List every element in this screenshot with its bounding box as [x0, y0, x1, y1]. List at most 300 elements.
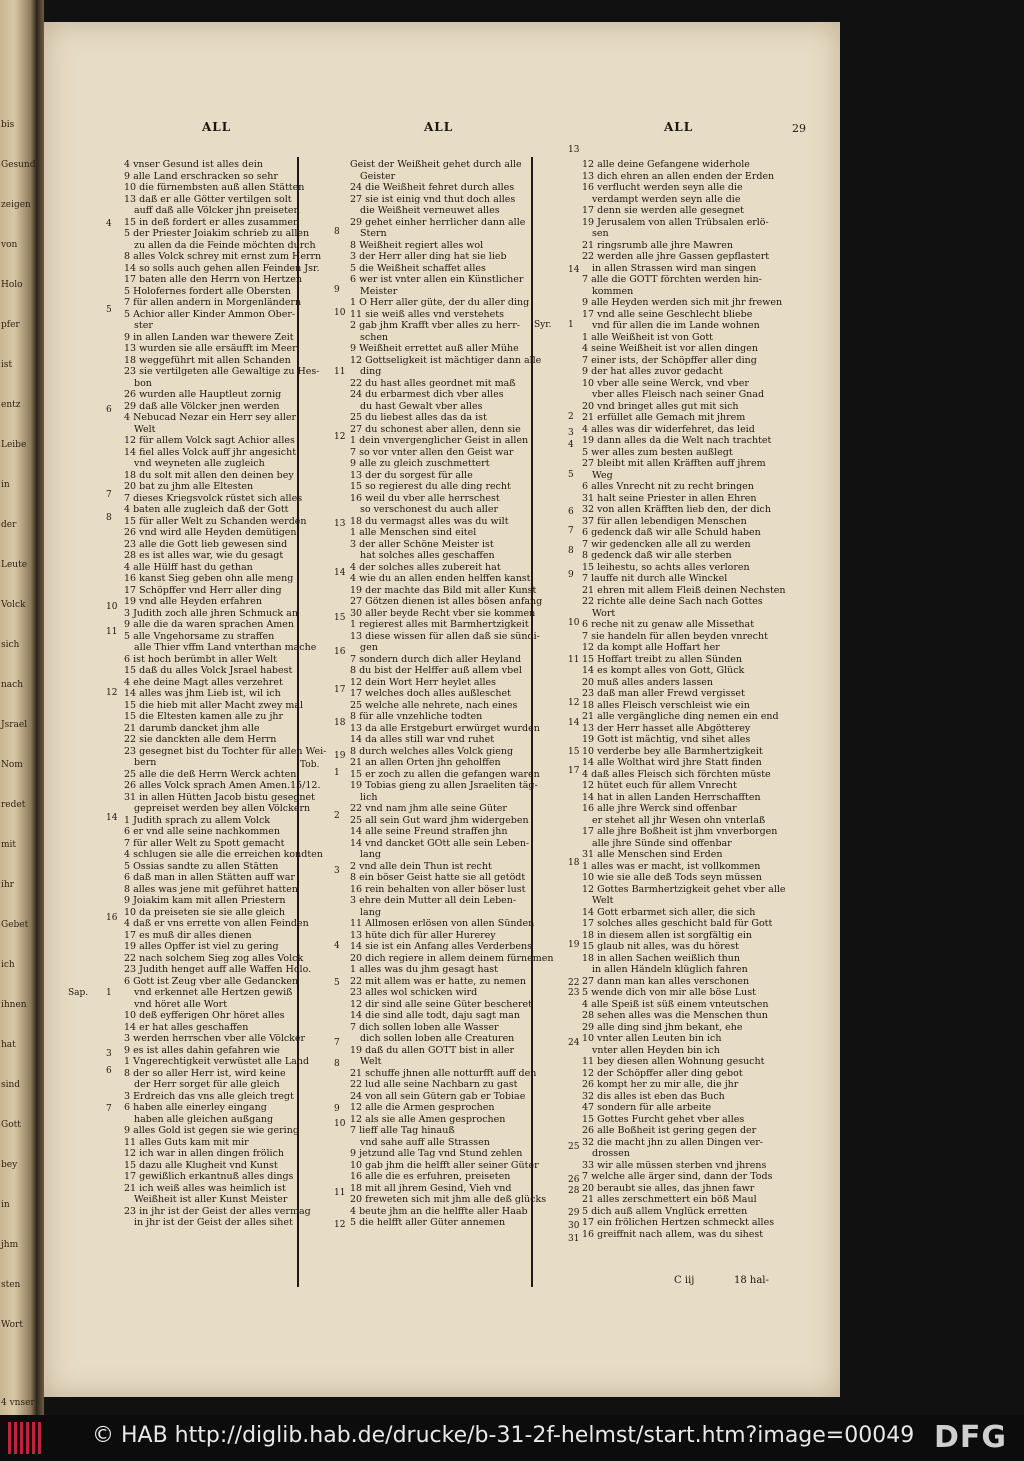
text-line: 9 Weißheit errettet auß aller Mühe — [350, 343, 519, 354]
text-line: 21 ich weiß alles was heimlich ist — [124, 1182, 286, 1194]
text-line: 23 daß man aller Frewd vergisset — [582, 688, 745, 699]
text-line: 8 gedenck daß wir alle sterben — [582, 550, 732, 561]
text-line: 22 werden alle jhre Gassen gepflastert — [582, 251, 770, 262]
text-line: 20 bat zu jhm alle Eltesten — [124, 481, 254, 492]
text-line: 1 dein vnvergenglicher Geist in allen — [350, 435, 529, 446]
text-line: 12 als sie alle Amen gesprochen — [350, 1113, 506, 1125]
text-line: 5 Ossias sandte zu allen Stätten — [124, 860, 279, 872]
left-page-fragment: ich — [1, 960, 15, 970]
catchword: 18 hal- — [734, 1275, 769, 1286]
running-head-left: ALL — [202, 120, 232, 134]
text-line: 17 es muß dir alles dienen — [124, 929, 252, 941]
text-line: Welt — [134, 423, 156, 435]
text-line: 8 Weißheit regiert alles wol — [350, 239, 484, 251]
text-line: 20 vnd bringet alles gut mit sich — [582, 400, 739, 412]
text-line: 22 lud alle seine Nachbarn zu gast — [350, 1079, 518, 1090]
margin-number: 28 — [568, 1186, 580, 1196]
left-page-fragment: Jsrael — [1, 720, 28, 730]
margin-number: 17 — [568, 766, 580, 776]
text-line: 16 kanst Sieg geben ohn alle meng — [124, 573, 294, 584]
text-line: 16 verflucht werden seyn alle die — [582, 182, 743, 193]
text-line: 25 all sein Gut ward jhm widergeben — [350, 814, 529, 826]
text-line: 12 da kompt alle Hoffart her — [582, 642, 720, 653]
copyright-link[interactable]: © HAB http://diglib.hab.de/drucke/b-31-2f-helmst/start.htm?image=00049 — [92, 1423, 915, 1448]
text-line: 7 für allen andern in Morgenländern — [124, 297, 302, 308]
text-line: 2 vnd alle dein Thun ist recht — [350, 860, 492, 872]
text-line: 10 vber alle seine Werck, vnd vber — [582, 377, 749, 389]
text-line: 17 ein frölichen Hertzen schmeckt alles — [582, 1217, 775, 1228]
left-page-fragment: sten — [1, 1280, 21, 1290]
text-line: Wort — [592, 607, 616, 619]
text-line: 7 dich sollen loben alle Wasser — [350, 1021, 499, 1033]
running-head-right: ALL — [664, 120, 694, 134]
text-line: 4 vnser Gesund ist alles dein — [124, 159, 263, 170]
margin-number: 10 — [568, 618, 580, 628]
text-line: 15 Hoffart treibt zu allen Sünden — [582, 653, 743, 665]
text-line: 17 vnd alle seine Geschlecht bliebe — [582, 308, 753, 320]
text-line: 14 da alles still war vnd ruhet — [350, 734, 495, 745]
margin-number: 4 — [106, 219, 112, 229]
text-line: 23 Judith henget auff alle Waffen Holo. — [124, 964, 312, 975]
margin-number: 12 — [334, 432, 346, 442]
text-line: 15 in deß fordert er alles zusammen — [124, 216, 300, 228]
margin-number: 5 — [568, 470, 574, 480]
left-page-fragment: zeigen — [1, 200, 31, 210]
book-page — [44, 22, 840, 1397]
text-line: 4 baten alle zugleich daß der Gott — [124, 504, 289, 515]
margin-number: Tob. — [300, 760, 320, 770]
text-line: 3 Erdreich das vns alle gleich tregt — [124, 1090, 294, 1102]
text-line: 17 gewißlich erkantnuß alles dings — [124, 1171, 294, 1182]
left-page-fragment: hat — [1, 1040, 16, 1050]
margin-number: 14 — [568, 718, 580, 728]
text-line: vnd erkennet alle Hertzen gewiß — [134, 987, 293, 998]
text-line: 5 alle Vngehorsame zu straffen — [124, 630, 275, 642]
text-line: drossen — [592, 1148, 630, 1159]
text-line: 19 daß du allen GOTT bist in aller — [350, 1044, 515, 1056]
margin-number: 10 — [334, 308, 346, 318]
text-line: 22 vnd nam jhm alle seine Güter — [350, 803, 507, 814]
text-line: 5 dich auß allem Vnglück erretten — [582, 1205, 748, 1217]
dfg-logo: DFG — [934, 1420, 1008, 1455]
margin-number: 7 — [106, 1104, 112, 1114]
margin-number: 5 — [334, 978, 340, 988]
text-line: 16 rein behalten von aller böser lust — [350, 883, 526, 895]
page-number: 29 — [792, 122, 806, 135]
text-line: 18 du vermagst alles was du wilt — [350, 515, 509, 527]
text-line: 16 greiffnit nach allem, was du sihest — [582, 1228, 764, 1240]
text-line: 15 für aller Welt zu Schanden werden — [124, 515, 307, 527]
margin-number: 18 — [568, 858, 580, 868]
margin-number: 11 — [334, 367, 346, 377]
text-line: 14 alle Wolthat wird jhre Statt finden — [582, 757, 762, 768]
text-line: 28 es ist alles war, wie du gesagt — [124, 550, 284, 561]
margin-number: 15 — [334, 613, 346, 623]
text-line: 24 von all sein Gütern gab er Tobiae — [350, 1090, 526, 1102]
text-line: 4 daß alles Fleisch sich förchten müste — [582, 768, 771, 780]
text-line: 21 darumb dancket jhm alle — [124, 722, 260, 734]
text-line: 17 Schöpffer vnd Herr aller ding — [124, 584, 282, 596]
margin-number: Sap. — [68, 988, 89, 998]
left-page-fragment: Wort — [1, 1320, 23, 1330]
left-page-fragment: Holo — [1, 280, 23, 290]
margin-number: 9 — [334, 285, 340, 295]
text-line: 15 leihestu, so achts alles verloren — [582, 561, 750, 573]
book-gutter — [36, 0, 44, 1415]
left-page-fragment: bis — [1, 120, 15, 130]
text-line: 23 alles wol schicken wird — [350, 987, 478, 998]
text-line: 4 daß er vns errette von allen Feinden — [124, 918, 309, 929]
margin-number: 8 — [334, 227, 340, 237]
text-line: 6 ist hoch berümbt in aller Welt — [124, 653, 277, 665]
text-line: 23 gesegnet bist du Tochter für allen Wei- — [124, 745, 327, 757]
text-line: 27 du schonest aber allen, denn sie — [350, 423, 521, 435]
text-line: 18 du solt mit allen den deinen bey — [124, 469, 294, 481]
text-line: Weißheit ist aller Kunst Meister — [134, 1194, 288, 1205]
margin-number: 8 — [334, 1059, 340, 1069]
text-line: 29 gehet einher herrlicher dann alle — [350, 216, 526, 228]
text-line: Meister — [360, 285, 398, 297]
text-line: 18 mit all jhrem Gesind, Vieh vnd — [350, 1182, 512, 1194]
margin-number: 7 — [568, 526, 574, 536]
text-line: 9 Joiakim kam mit allen Priestern — [124, 895, 286, 906]
text-line: 4 beute jhm an die helffte aller Haab — [350, 1205, 528, 1217]
text-line: 27 dann man kan alles verschonen — [582, 975, 750, 987]
left-page-fragment: Gesund — [1, 160, 36, 170]
text-line: 32 dis alles ist eben das Buch — [582, 1090, 725, 1102]
signature-mark: C iij — [674, 1275, 695, 1286]
text-line: 12 Gottseligkeit ist mächtiger dann alle — [350, 354, 542, 366]
text-line: gen — [360, 642, 378, 653]
left-page-fragment: redet — [1, 800, 26, 810]
left-page-fragment: von — [1, 240, 18, 250]
margin-number: 14 — [334, 568, 346, 578]
text-line: 13 dich ehren an allen enden der Erden — [582, 170, 775, 182]
text-line: 31 alle Menschen sind Erden — [582, 849, 723, 860]
text-line: 7 dieses Kriegsvolck rüstet sich alles — [124, 492, 303, 504]
text-line: 12 alle deine Gefangene widerhole — [582, 159, 750, 170]
text-line: 25 welche alle nehrete, nach eines — [350, 699, 518, 711]
text-line: 1 alles was er macht, ist vollkommen — [582, 860, 761, 872]
text-line: 21 alles zerschmettert ein böß Maul — [582, 1194, 757, 1205]
text-line: 13 daß er alle Götter vertilgen solt — [124, 193, 292, 205]
text-line: 11 alles Guts kam mit mir — [124, 1136, 249, 1148]
text-line: 3 der Herr aller ding hat sie lieb — [350, 251, 507, 262]
margin-number: 2 — [334, 811, 340, 821]
text-line: 19 Tobias gieng zu allen Jsraeliten täg- — [350, 780, 538, 791]
margin-number: 6 — [106, 1066, 112, 1076]
left-page-fragment: Nom — [1, 760, 23, 770]
text-line: alle jhre Sünde sind offenbar — [592, 837, 732, 849]
text-line: bern — [134, 757, 157, 768]
text-line: 7 lauffe nit durch alle Winckel — [582, 573, 728, 584]
text-line: du hast Gewalt vber alles — [360, 400, 483, 412]
text-line: 9 jetzund alle Tag vnd Stund zehlen — [350, 1148, 523, 1159]
text-line: 5 wer alles zum besten außlegt — [582, 446, 733, 458]
text-line: 9 alle die da waren sprachen Amen — [124, 619, 295, 630]
margin-number: 4 — [568, 440, 574, 450]
text-line: 19 dann alles da die Welt nach trachtet — [582, 435, 772, 446]
margin-number: 29 — [568, 1208, 580, 1218]
text-line: 4 Nebucad Nezar ein Herr sey aller — [124, 412, 297, 423]
left-page-fragment: Leibe — [1, 440, 27, 450]
margin-number: 13 — [334, 519, 346, 529]
text-line: Welt — [360, 1056, 382, 1067]
left-page-fragment: ihnen — [1, 1000, 27, 1010]
text-line: 23 in jhr ist der Geist der alles vermag — [124, 1205, 311, 1217]
text-line: 12 der Schöpffer aller ding gebot — [582, 1067, 743, 1079]
text-line: vnd sahe auff alle Strassen — [360, 1136, 490, 1148]
text-line: 17 alle jhre Boßheit ist jhm vnverborgen — [582, 826, 778, 837]
text-line: ding — [360, 366, 382, 377]
text-line: Welt — [592, 895, 614, 906]
text-line: 6 Gott ist Zeug vber alle Gedancken — [124, 975, 299, 987]
text-line: 26 alle Boßheit ist gering gegen der — [582, 1125, 757, 1136]
text-line: 11 sie weiß alles vnd verstehets — [350, 308, 504, 320]
text-line: 29 daß alle Völcker jnen werden — [124, 400, 280, 412]
left-page-fragment: in — [1, 480, 10, 490]
text-line: so verschonest du auch aller — [360, 504, 498, 515]
text-line: 6 haben alle einerley eingang — [124, 1102, 267, 1113]
text-line: der Herr sorget für alle gleich — [134, 1079, 280, 1090]
text-line: 7 sie handeln für allen beyden vnrecht — [582, 630, 768, 642]
text-line: 23 alle die Gott lieb gewesen sind — [124, 538, 288, 550]
text-line: 13 der du sorgest für alle — [350, 469, 473, 481]
margin-number: 26 — [568, 1175, 580, 1185]
text-line: sen — [592, 228, 609, 239]
margin-number: 16 — [106, 913, 118, 923]
text-line: bon — [134, 377, 152, 389]
text-line: 1 Judith sprach zu allem Volck — [124, 814, 271, 826]
margin-number: 3 — [334, 866, 340, 876]
text-line: 5 der Priester Joiakim schrieb zu allen — [124, 228, 310, 239]
text-line: 10 verderbe bey alle Barmhertzigkeit — [582, 745, 763, 757]
margin-number: 11 — [106, 627, 118, 637]
text-line: 16 weil du vber alle herrschest — [350, 492, 500, 504]
text-line: 10 deß eyfferigen Ohr höret alles — [124, 1010, 285, 1021]
text-line: 18 in diesem allen ist sorgfältig ein — [582, 929, 752, 941]
text-line: 14 so solls auch gehen allen Feinden Jsr. — [124, 262, 320, 274]
text-line: 47 sondern für alle arbeite — [582, 1102, 712, 1113]
left-page-fragment: Leute — [1, 560, 28, 570]
margin-number: 22 — [568, 978, 580, 988]
text-line: 4 alle Speiß ist süß einem vnteutschen — [582, 998, 769, 1010]
margin-number: 4 — [334, 941, 340, 951]
left-catchword: 4 vnser — [1, 1398, 35, 1408]
text-line: vnd weyneten alle zugleich — [134, 458, 265, 469]
text-line: 26 alles Volck sprach Amen Amen.15/12. — [124, 780, 321, 791]
barcode-icon — [8, 1422, 46, 1454]
margin-number: 3 — [568, 428, 574, 438]
text-line: ster — [134, 320, 153, 331]
left-page-fragment: ihr — [1, 880, 14, 890]
margin-number: 23 — [568, 988, 580, 998]
text-line: 14 hat in allen Landen Herrschafften — [582, 791, 761, 803]
margin-number: 18 — [334, 718, 346, 728]
text-line: 14 es kompt alles von Gott, Glück — [582, 665, 745, 676]
text-line: 15 glaub nit alles, was du hörest — [582, 941, 739, 952]
text-line: 10 gab jhm die helfft aller seiner Güter — [350, 1159, 539, 1171]
text-line: 21 an allen Orten jhn geholffen — [350, 757, 501, 768]
text-line: 33 wir alle müssen sterben vnd jhrens — [582, 1159, 767, 1171]
text-line: 30 aller beyde Recht vber sie kommen — [350, 607, 536, 619]
text-line: 25 du liebest alles das da ist — [350, 412, 487, 423]
text-line: 13 wurden sie alle ersäufft im Meer — [124, 343, 297, 354]
text-line: 13 der Herr hasset alle Abgötterey — [582, 722, 751, 734]
text-line: 17 baten alle den Herrn von Hertzen — [124, 274, 303, 285]
text-line: verdampt werden seyn alle die — [592, 193, 741, 205]
text-line: 16 alle die es erfuhren, preiseten — [350, 1171, 511, 1182]
text-line: 17 denn sie werden alle gesegnet — [582, 205, 744, 216]
text-line: 5 Holofernes fordert alle Obersten — [124, 285, 291, 297]
text-line: 8 der so aller Herr ist, wird keine — [124, 1067, 286, 1079]
margin-number: 13 — [568, 145, 580, 155]
text-line: 19 der machte das Bild mit aller Kunst — [350, 584, 537, 596]
text-line: 14 er hat alles geschaffen — [124, 1021, 249, 1033]
text-line: vnd höret alle Wort — [134, 998, 228, 1010]
text-line: 9 alle zu gleich zuschmettert — [350, 458, 490, 469]
text-line: 13 hüte dich für aller Hurerey — [350, 929, 496, 941]
text-line: lang — [360, 906, 381, 918]
text-line: 32 von allen Kräfften lieb den, der dich — [582, 504, 771, 515]
text-line: zu allen da die Feinde möchten durch — [134, 239, 316, 251]
text-line: 12 dein Wort Herr heylet alles — [350, 676, 497, 688]
text-line: 7 wir gedencken alle all zu werden — [582, 538, 751, 550]
text-line: 18 alles Fleisch verschleist wie ein — [582, 699, 750, 711]
text-line: 5 Achior aller Kinder Ammon Ober- — [124, 308, 296, 320]
margin-number: 7 — [334, 1038, 340, 1048]
margin-number: 16 — [334, 647, 346, 657]
text-line: alle Thier vffm Land vnterthan mache — [134, 642, 317, 653]
text-line: kommen — [592, 285, 634, 297]
margin-number: 9 — [568, 570, 574, 580]
text-line: 12 hütet euch für allem Vnrecht — [582, 780, 737, 791]
text-line: 15 er zoch zu allen die gefangen waren — [350, 768, 540, 780]
text-line: in jhr ist der Geist der alles sihet — [134, 1217, 293, 1228]
text-line: 5 die Weißheit schaffet alles — [350, 262, 486, 274]
text-line: 15 so regierest du alle ding recht — [350, 481, 511, 492]
margin-number: 5 — [106, 305, 112, 315]
text-line: 21 erfüllet alle Gemach mit jhrem — [582, 412, 746, 423]
margin-number: 10 — [334, 1119, 346, 1129]
margin-number: 30 — [568, 1221, 580, 1231]
text-line: 22 richte alle deine Sach nach Gottes — [582, 596, 763, 607]
text-line: 12 dir sind alle seine Güter bescheret — [350, 998, 532, 1010]
left-page-fragment: in — [1, 1200, 10, 1210]
text-line: 8 du bist der Helffer auß allem vbel — [350, 665, 522, 676]
text-line: 12 alle die Armen gesprochen — [350, 1102, 495, 1113]
text-line: 7 welche alle ärger sind, dann der Tods — [582, 1171, 773, 1182]
margin-number: 19 — [568, 940, 580, 950]
text-line: 14 alle seine Freund straffen jhn — [350, 826, 508, 837]
text-line: 1 alle Weißheit ist von Gott — [582, 331, 713, 343]
text-line: 6 wer ist vnter allen ein Künstlicher — [350, 274, 524, 285]
text-line: dich sollen loben alle Creaturen — [360, 1033, 515, 1044]
text-line: 22 sie danckten alle dem Herrn — [124, 734, 277, 745]
text-line: Geist der Weißheit gehet durch alle — [350, 159, 522, 170]
left-page-fragment: ist — [1, 360, 13, 370]
text-line: 6 gedenck daß wir alle Schuld haben — [582, 527, 761, 538]
text-line: 9 es ist alles dahin gefahren wie — [124, 1044, 280, 1056]
text-line: 20 beraubt sie alles, das jhnen fawr — [582, 1182, 755, 1194]
text-line: 1 alle Menschen sind eitel — [350, 527, 477, 538]
text-line: 18 in allen Sachen weißlich thun — [582, 952, 741, 964]
left-page-fragment: pfer — [1, 320, 20, 330]
margin-number: 12 — [568, 698, 580, 708]
margin-number: Syr. — [534, 320, 552, 330]
text-line: 19 alles Opffer ist viel zu gering — [124, 941, 279, 952]
text-line: 20 muß alles anders lassen — [582, 676, 713, 688]
text-line: 29 alle ding sind jhm bekant, ehe — [582, 1021, 743, 1033]
text-line: 8 alles Volck schrey mit ernst zum Herrn — [124, 251, 322, 262]
text-line: 13 da alle Erstgeburt erwürget wurden — [350, 722, 540, 734]
text-line: 27 bleibt mit allen Kräfften auff jhrem — [582, 458, 766, 469]
text-line: 14 die sind alle todt, daju sagt man — [350, 1010, 520, 1021]
text-line: 3 ehre dein Mutter all dein Leben- — [350, 895, 517, 906]
text-line: 15 die Eltesten kamen alle zu jhr — [124, 711, 284, 722]
text-line: 26 kompt her zu mir alle, die jhr — [582, 1079, 739, 1090]
text-line: 7 so vor vnter allen den Geist war — [350, 446, 514, 458]
margin-number: 19 — [334, 751, 346, 761]
text-line: 12 für allem Volck sagt Achior alles — [124, 435, 295, 446]
text-line: hat solches alles geschaffen — [360, 550, 495, 561]
text-line: 1 O Herr aller güte, der du aller ding — [350, 297, 530, 308]
text-line: die Weißheit verneuwet alles — [360, 205, 500, 216]
text-line: 15 daß du alles Volck Jsrael habest — [124, 665, 293, 676]
text-line: 9 der hat alles zuvor gedacht — [582, 366, 723, 377]
text-line: 7 sondern durch dich aller Heyland — [350, 653, 522, 665]
text-line: Stern — [360, 228, 387, 239]
left-page-fragment: Gebet — [1, 920, 29, 930]
text-line: 27 Götzen dienen ist alles bösen anfang — [350, 596, 543, 607]
text-line: 6 daß man in allen Stätten auff war — [124, 872, 295, 883]
text-line: 31 in allen Hütten Jacob bistu gesegnet — [124, 791, 315, 803]
text-line: 14 Gott erbarmet sich aller, die sich — [582, 906, 756, 918]
text-line: vber alles Fleisch nach seiner Gnad — [592, 389, 765, 400]
text-line: 9 in allen Landen war thewere Zeit — [124, 331, 294, 343]
text-line: lich — [360, 791, 378, 803]
margin-number: 1 — [568, 320, 574, 330]
text-line: gepreiset werden bey allen Völckern — [134, 803, 311, 814]
text-line: 22 nach solchem Sieg zog alles Volck — [124, 952, 304, 964]
text-line: 37 für allen lebendigen Menschen — [582, 515, 747, 527]
text-line: 9 alle Land erschracken so sehr — [124, 170, 278, 182]
text-line: 9 alle Heyden werden sich mit jhr frewen — [582, 297, 783, 308]
text-line: 3 Judith zoch alle jhren Schmuck an — [124, 607, 298, 619]
text-line: 14 vnd dancket GOtt alle sein Leben- — [350, 837, 530, 849]
text-line: in allen Händeln klüglich fahren — [592, 964, 748, 975]
text-line: 5 wende dich von mir alle böse Lust — [582, 987, 756, 998]
text-line: 32 die macht jhn zu allen Dingen ver- — [582, 1136, 764, 1148]
text-line: 2 gab jhm Krafft vber alles zu herr- — [350, 320, 520, 331]
text-line: 8 ein böser Geist hatte sie all getödt — [350, 872, 526, 883]
text-line: lang — [360, 849, 381, 860]
text-line: 14 fiel alles Volck auff jhr angesicht — [124, 446, 297, 458]
text-line: 3 werden herrschen vber alle Völcker — [124, 1033, 306, 1044]
text-line: 15 die hieb mit aller Macht zwey mal — [124, 699, 304, 711]
text-line: 21 ringsrumb alle jhre Mawren — [582, 239, 733, 251]
left-page-fragment: bey — [1, 1160, 18, 1170]
text-line: 10 wie sie alle deß Tods seyn müssen — [582, 872, 762, 883]
left-page-fragment: sich — [1, 640, 20, 650]
text-line: 6 alles Vnrecht nit zu recht bringen — [582, 481, 754, 492]
margin-number: 6 — [568, 507, 574, 517]
text-line: 6 er vnd alle seine nachkommen — [124, 826, 280, 837]
text-line: 19 Jerusalem von allen Trübsalen erlö- — [582, 216, 769, 228]
text-line: 11 Allmosen erlösen von allen Sünden — [350, 918, 535, 929]
text-line: 10 da preiseten sie sie alle gleich — [124, 906, 285, 918]
margin-number: 17 — [334, 685, 346, 695]
